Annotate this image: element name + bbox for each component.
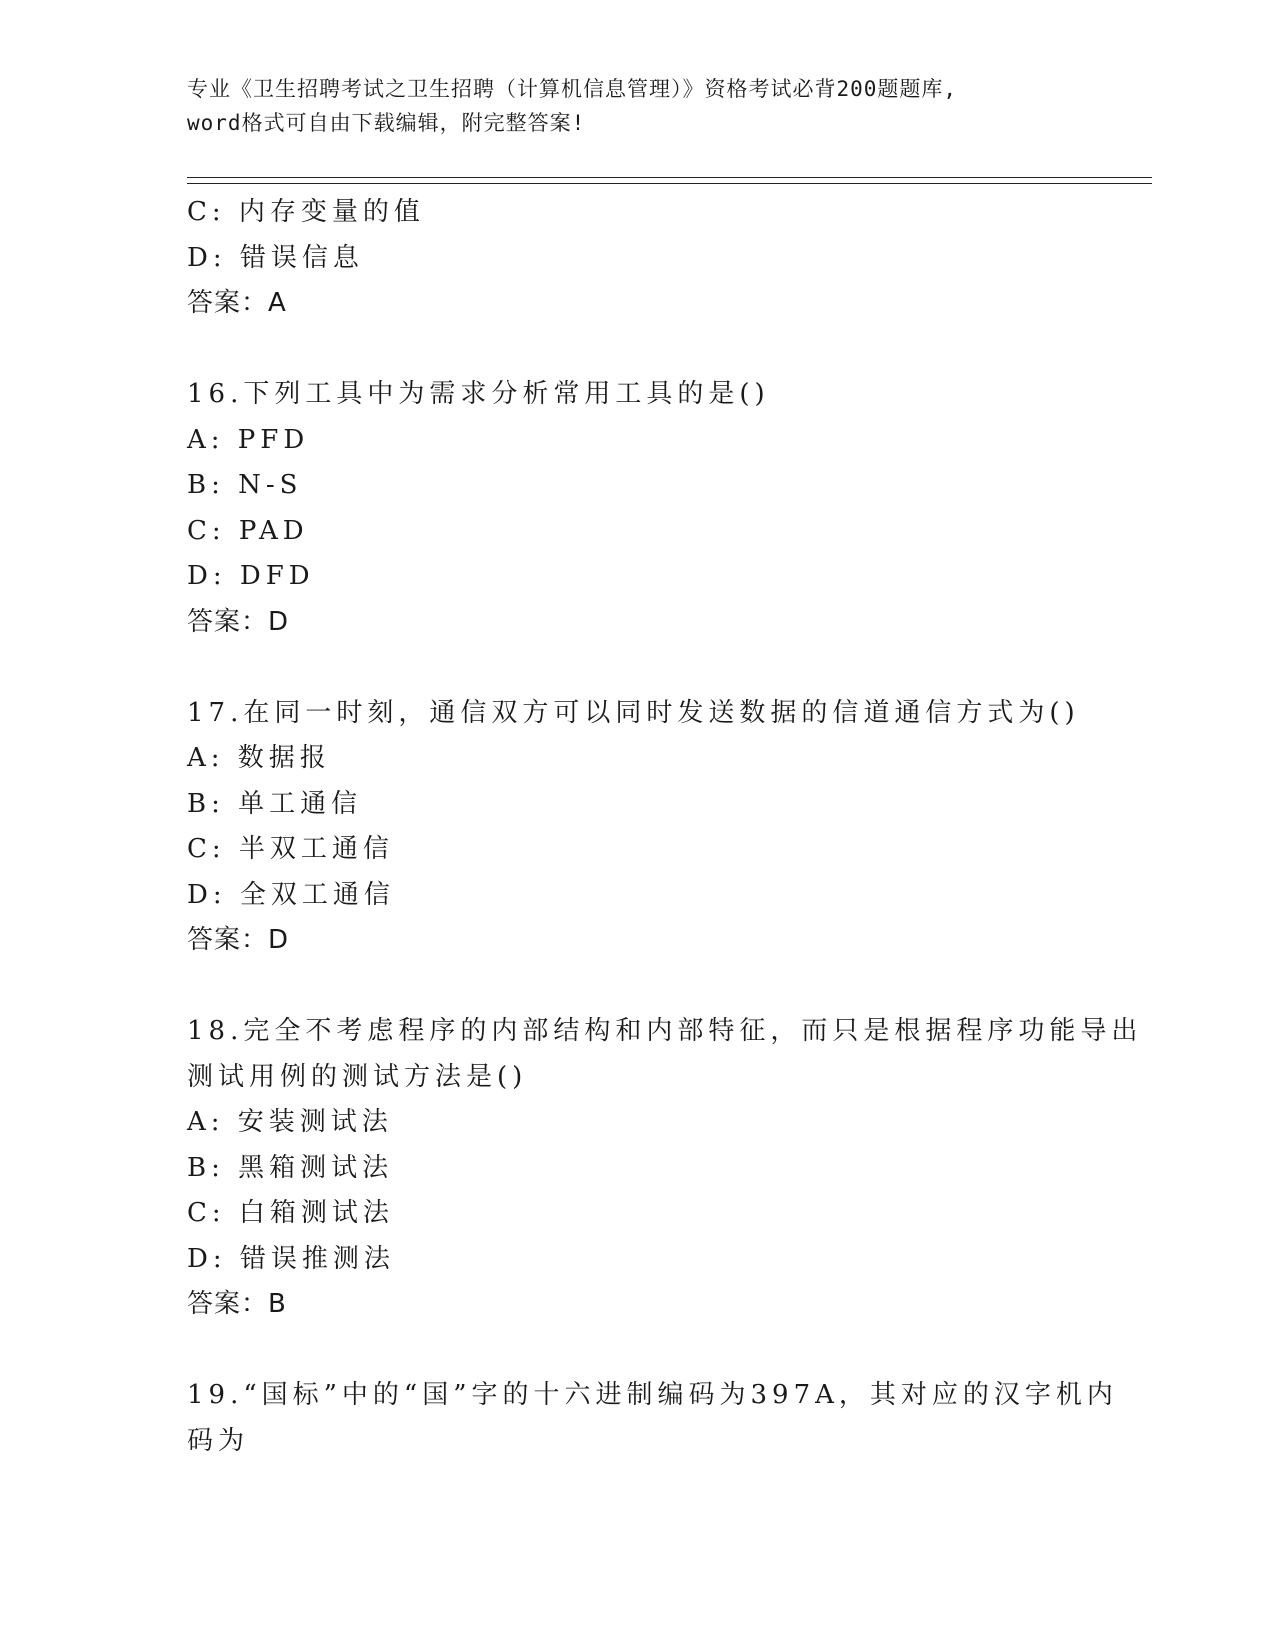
prev-option-d: D: 错误信息 (187, 242, 364, 273)
option-c: C: PAD (187, 515, 309, 546)
header-rule-top (187, 177, 1152, 178)
option-c: C: 白箱测试法 (187, 1198, 394, 1228)
option-b: B: N-S (187, 470, 303, 500)
question-text-line-1: 19.“国标”中的“国”字的十六进制编码为397A，其对应的汉字机内 (187, 1380, 1118, 1410)
prev-answer: 答案：A (187, 288, 287, 318)
document-header (187, 72, 1067, 140)
header-line-2: word格式可自由下载编辑，附完整答案! (187, 111, 586, 135)
question-17 (187, 691, 1087, 964)
option-b: B: 黑箱测试法 (187, 1152, 394, 1183)
question-text-line-2: 测试用例的测试方法是() (187, 1061, 528, 1092)
option-b: B: 单工通信 (187, 788, 363, 819)
question-text-line-1: 18.完全不考虑程序的内部结构和内部特征，而只是根据程序功能导出 (187, 1016, 1143, 1046)
spacer (187, 327, 1087, 373)
option-a: A: 数据报 (187, 743, 331, 773)
spacer (187, 645, 1087, 691)
option-a: A: PFD (187, 424, 310, 455)
answer: 答案：B (187, 1289, 287, 1319)
question-19 (187, 1373, 1118, 1464)
option-c: C: 半双工通信 (187, 834, 394, 864)
prev-option-c: C: 内存变量的值 (187, 197, 425, 227)
spacer (187, 1328, 1087, 1374)
question-18 (187, 1009, 1143, 1328)
option-d: D: 错误推测法 (187, 1243, 395, 1274)
question-text-line-2: 码为 (187, 1425, 250, 1456)
answer: 答案：D (187, 606, 290, 637)
answer: 答案：D (187, 925, 290, 955)
option-d: D: DFD (187, 561, 315, 591)
header-line-1: 专业《卫生招聘考试之卫生招聘（计算机信息管理）》资格考试必背200题题库, (187, 77, 958, 101)
header-rule-bottom (187, 183, 1152, 184)
question-text: 16.下列工具中为需求分析常用工具的是() (187, 379, 770, 409)
question-content (187, 190, 1143, 1464)
option-a: A: 安装测试法 (187, 1107, 393, 1137)
option-d: D: 全双工通信 (187, 879, 395, 910)
question-16 (187, 372, 1087, 645)
spacer (187, 964, 1087, 1010)
question-text: 17.在同一时刻，通信双方可以同时发送数据的信道通信方式为() (187, 697, 1080, 728)
